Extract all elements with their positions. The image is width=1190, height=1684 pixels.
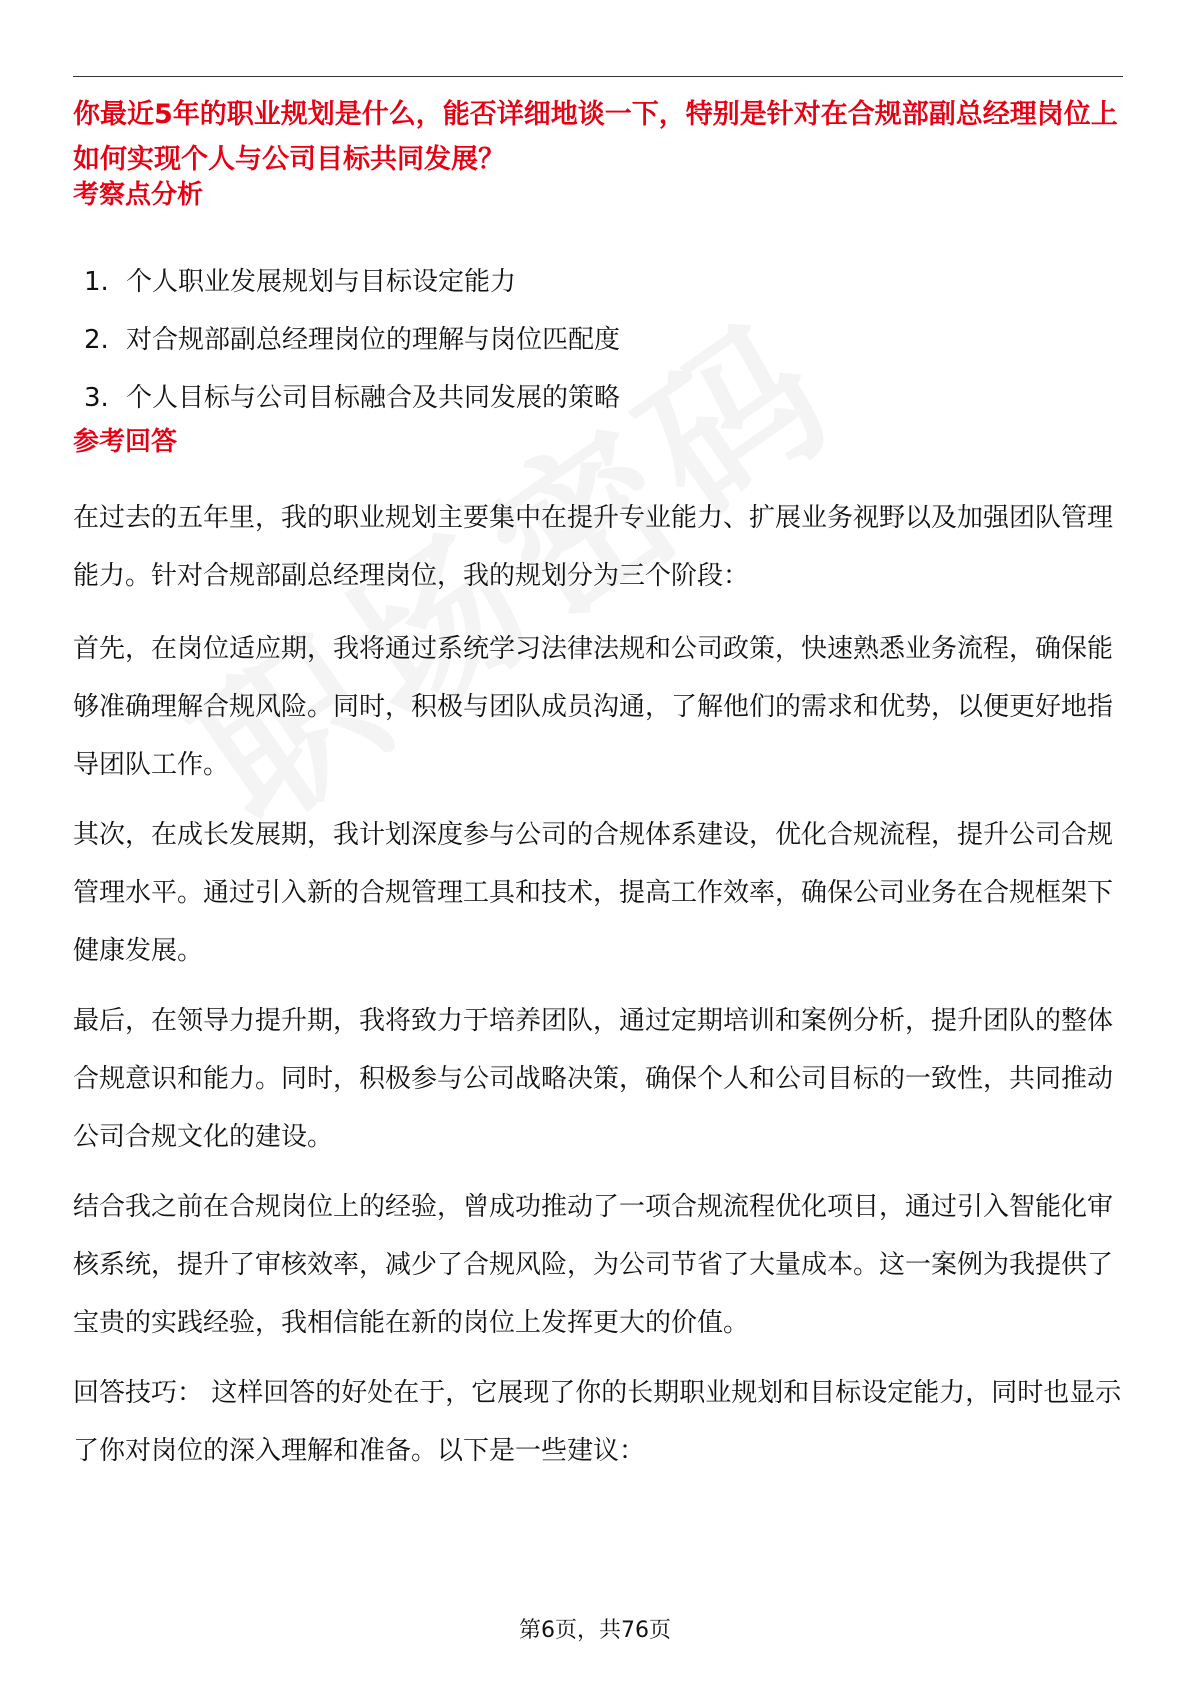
analysis-heading: 考察点分析: [73, 180, 204, 210]
answer-tips-paragraph: 回答技巧： 这样回答的好处在于，它展现了你的长期职业规划和目标设定能力，同时也显示了你对岗位的深入理解和准备。以下是一些建议：: [73, 1378, 1122, 1466]
list-item-text: 个人职业发展规划与目标设定能力: [126, 267, 517, 297]
answer-paragraph: 结合我之前在合规岗位上的经验，曾成功推动了一项合规流程优化项目，通过引入智能化审核系统，提升了审核效率，减少了合规风险，为公司节省了大量成本。这一案例为我提供了宝贵的实践经验，我相信能在新的岗位上发挥更大的价值。: [73, 1192, 1114, 1338]
list-item-text: 个人目标与公司目标融合及共同发展的策略: [126, 383, 621, 413]
list-item-number: 2.: [84, 325, 109, 355]
answer-paragraph: 最后，在领导力提升期，我将致力于培养团队，通过定期培训和案例分析，提升团队的整体合规意识和能力。同时，积极参与公司战略决策，确保个人和公司目标的一致性，共同推动公司合规文化的建设。: [73, 1006, 1114, 1152]
answer-paragraph: 在过去的五年里，我的职业规划主要集中在提升专业能力、扩展业务视野以及加强团队管理能力。针对合规部副总经理岗位，我的规划分为三个阶段：: [73, 503, 1114, 591]
list-item-number: 1.: [84, 267, 109, 297]
top-divider: [73, 76, 1123, 77]
list-item-text: 对合规部副总经理岗位的理解与岗位匹配度: [126, 325, 621, 355]
analysis-list: [84, 264, 1084, 438]
question-title: 你最近5年的职业规划是什么，能否详细地谈一下，特别是针对在合规部副总经理岗位上如何实现个人与公司目标共同发展？: [73, 99, 1118, 175]
list-item: [84, 264, 1084, 322]
list-item-number: 3.: [84, 383, 109, 413]
page-number: 第6页，共76页: [519, 1618, 671, 1643]
answer-paragraph: 其次，在成长发展期，我计划深度参与公司的合规体系建设，优化合规流程，提升公司合规管理水平。通过引入新的合规管理工具和技术，提高工作效率，确保公司业务在合规框架下健康发展。: [73, 820, 1114, 966]
answer-heading: 参考回答: [73, 427, 178, 457]
list-item: [84, 322, 1084, 380]
list-item: [84, 380, 1084, 438]
answer-paragraph: 首先，在岗位适应期，我将通过系统学习法律法规和公司政策，快速熟悉业务流程，确保能够准确理解合规风险。同时，积极与团队成员沟通，了解他们的需求和优势，以便更好地指导团队工作。: [73, 634, 1114, 780]
